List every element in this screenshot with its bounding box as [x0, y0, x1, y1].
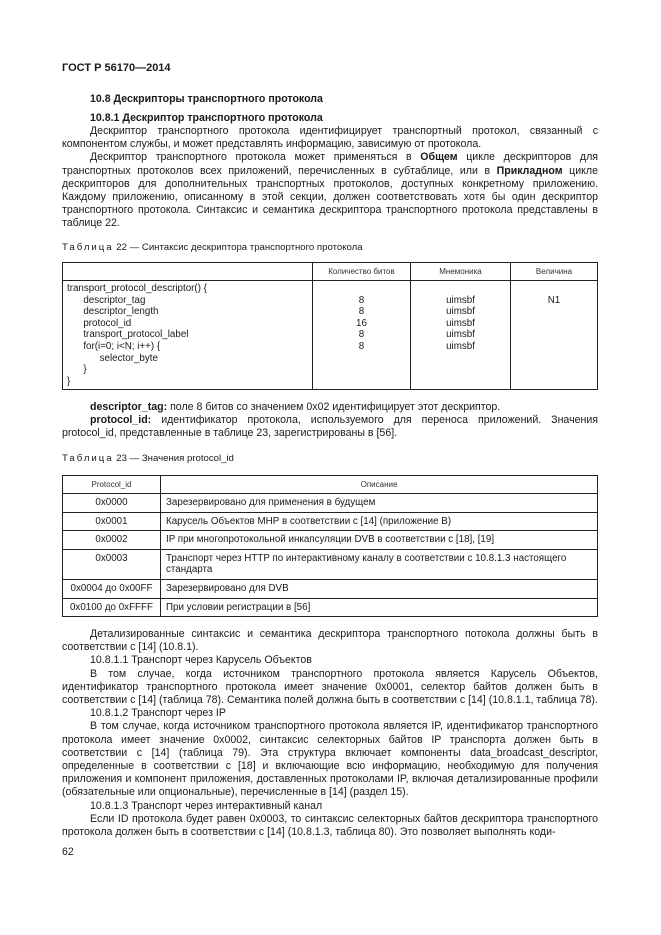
header-cell	[63, 263, 313, 281]
subsection-heading: 10.8.1.3 Транспорт через интерактивный канал	[90, 799, 323, 812]
cell-line: uimsbf	[446, 306, 475, 318]
term: descriptor_tag:	[90, 401, 168, 413]
header-cell: Описание	[161, 476, 598, 494]
cell-line	[317, 364, 406, 376]
body-text	[62, 628, 598, 839]
header-cell: Количество битов	[313, 263, 411, 281]
paragraph	[62, 151, 598, 230]
cell-line: transport_protocol_descriptor() {	[67, 283, 207, 294]
table-row	[63, 281, 598, 390]
protocol-id-cell: 0x0004 до 0x00FF	[63, 579, 161, 598]
document-header: ГОСТ Р 56170—2014	[62, 62, 171, 74]
cell-line: 16	[356, 317, 367, 329]
cell-line: 8	[358, 329, 365, 341]
cell-line	[515, 283, 593, 295]
caption-label: Таблица	[62, 242, 114, 253]
text: идентификатор протокола, используемого для переноса приложений. Значения protocol_id, представленные в таблице 23, зарегистрированы в [56].	[62, 414, 598, 440]
cell-line: }	[67, 375, 71, 387]
cell-line: 8	[358, 340, 365, 352]
cell-line	[515, 329, 593, 341]
term: protocol_id:	[90, 414, 152, 427]
intro-paragraphs	[62, 125, 598, 231]
paragraph: Дескриптор транспортного протокола идентифицирует транспортный протокол, связанный с компонентом службы, и может представлять информацию, зависимую от протокола.	[62, 125, 598, 151]
table-row	[63, 598, 598, 617]
header-cell: Величина	[511, 263, 598, 281]
table-header-row	[63, 263, 598, 281]
subsection-heading: 10.8.1 Дескриптор транспортного протокола	[90, 112, 323, 124]
caption-text: 23 — Значения protocol_id	[116, 453, 234, 464]
cell-line	[515, 376, 593, 388]
cell-line: 8	[358, 294, 365, 306]
syntax-cell	[63, 281, 313, 390]
subsection-heading: 10.8.1.1 Транспорт через Карусель Объектов	[90, 654, 312, 667]
cell-line: descriptor_length	[67, 306, 159, 318]
cell-line	[317, 376, 406, 388]
protocol-id-cell: 0x0002	[63, 531, 161, 550]
bold-term: Общем	[420, 151, 458, 164]
cell-line	[515, 341, 593, 353]
cell-line	[415, 364, 506, 376]
header-cell: Protocol_id	[63, 476, 161, 494]
caption-text: 22 — Синтаксис дескриптора транспортного протокола	[116, 242, 363, 253]
paragraph: Детализированные синтаксис и семантика дескриптора транспортного потокола должны быть в соответствии с [14] (10.8.1).	[62, 628, 598, 654]
definition	[62, 401, 598, 414]
description-cell: Зарезервировано для применения в будущем	[161, 494, 598, 513]
protocol-id-cell: 0x0100 до 0xFFFF	[63, 598, 161, 617]
bits-cell	[313, 281, 411, 390]
description-cell: При условии регистрации в [56]	[161, 598, 598, 617]
cell-line: descriptor_tag	[67, 294, 146, 306]
table-row	[63, 549, 598, 579]
mnemonic-cell	[411, 281, 511, 390]
table-header-row	[63, 476, 598, 494]
cell-line	[415, 376, 506, 388]
table-row	[63, 494, 598, 513]
definition	[62, 414, 598, 440]
protocol-id-cell: 0x0000	[63, 494, 161, 513]
description-cell: Транспорт через HTTP по интерактивному каналу в соответствии с 10.8.1.3 настоящего стандарта	[161, 549, 598, 579]
cell-line	[515, 364, 593, 376]
bold-term: Прикладном	[496, 164, 563, 177]
table-row	[63, 579, 598, 598]
protocol-id-cell: 0x0001	[63, 512, 161, 531]
table-23	[62, 475, 598, 617]
cell-line	[317, 283, 406, 295]
header-cell: Мнемоника	[411, 263, 511, 281]
cell-line: uimsbf	[446, 329, 475, 341]
cell-line: uimsbf	[446, 340, 475, 352]
cell-line: 8	[358, 306, 365, 318]
section-heading: 10.8 Дескрипторы транспортного протокола	[90, 93, 323, 105]
cell-line: uimsbf	[446, 294, 475, 306]
table-22	[62, 262, 598, 390]
table-23-caption	[62, 452, 598, 465]
cell-line: transport_protocol_label	[67, 329, 189, 341]
description-cell: Зарезервировано для DVB	[161, 579, 598, 598]
text: поле 8 битов со значением 0x02 идентифицирует этот дескриптор.	[167, 401, 501, 413]
text: цикле дескрипторов для транспортных протоколов всех приложений, перечисленных в субтаблице, или в	[62, 151, 598, 177]
text: Дескриптор транспортного протокола может применяться в	[90, 151, 421, 164]
cell-line: protocol_id	[67, 317, 132, 329]
cell-line	[515, 306, 593, 318]
table-row	[63, 531, 598, 550]
protocol-id-cell: 0x0003	[63, 549, 161, 579]
text: цикле дескрипторов для дополнительных транспортных протоколов, доступных конкретному приложению. Каждому приложению, описанному в этой секции, должен соответствовать хотя бы один дескриптор транспортного протокола. Синтаксис и семантика дескриптора транспортного протокола представлены в таблице 22.	[62, 164, 598, 230]
paragraph: В том случае, когда источником транспортного протокола является IP, идентификатор транспортного протокола имеет значение 0x0002, синтаксис селекторных байтов IP транспорта должен быть в соответствии с [14] (таблица 79). Эта структура включает компоненты data_broadcast_descriptor, определенные в соответствии с [18] и включающие всю информацию, необходимую для получения приложения и компонент приложения, доставленных протоколами IP, включая детализированные профили (обязательные или опциональные), перечисленные в [14] (раздел 15).	[62, 720, 598, 799]
table-row	[63, 512, 598, 531]
table-22-caption	[62, 241, 598, 254]
value-cell	[511, 281, 598, 390]
cell-line: selector_byte	[67, 352, 158, 364]
page-number: 62	[62, 846, 74, 858]
paragraph: Если ID протокола будет равен 0x0003, то синтаксис селекторных байтов дескриптора транспортного протокола должен быть в соответствии с [14] (10.8.1.3, таблица 80). Это позволяет выполнять коди-	[62, 812, 598, 839]
cell-line	[317, 353, 406, 365]
cell-line: }	[67, 364, 87, 376]
cell-line	[415, 283, 506, 295]
paragraph: В том случае, когда источником транспортного протокола является Карусель Объектов, идентификатор транспортного протокола имеет значение 0x0001, селектор байтов должен быть в соответствии с [14] (таблица 78). Семантика полей должна быть в соответствии с [14] (10.8.1.1, таблица 78).	[62, 667, 598, 707]
cell-line: uimsbf	[446, 317, 475, 329]
cell-line	[415, 353, 506, 365]
cell-line: for(i=0; i<N; i++) {	[67, 340, 161, 352]
description-cell: IP при многопротокольной инкапсуляции DVB в соответствии с [18], [19]	[161, 531, 598, 550]
description-cell: Карусель Объектов МНР в соответствии с [14] (приложение В)	[161, 512, 598, 531]
caption-label: Таблица	[62, 453, 114, 464]
cell-line	[515, 318, 593, 330]
cell-line: N1	[547, 294, 561, 306]
subsection-heading: 10.8.1.2 Транспорт через IP	[90, 707, 226, 720]
cell-line	[515, 353, 593, 365]
field-definitions	[62, 401, 598, 441]
